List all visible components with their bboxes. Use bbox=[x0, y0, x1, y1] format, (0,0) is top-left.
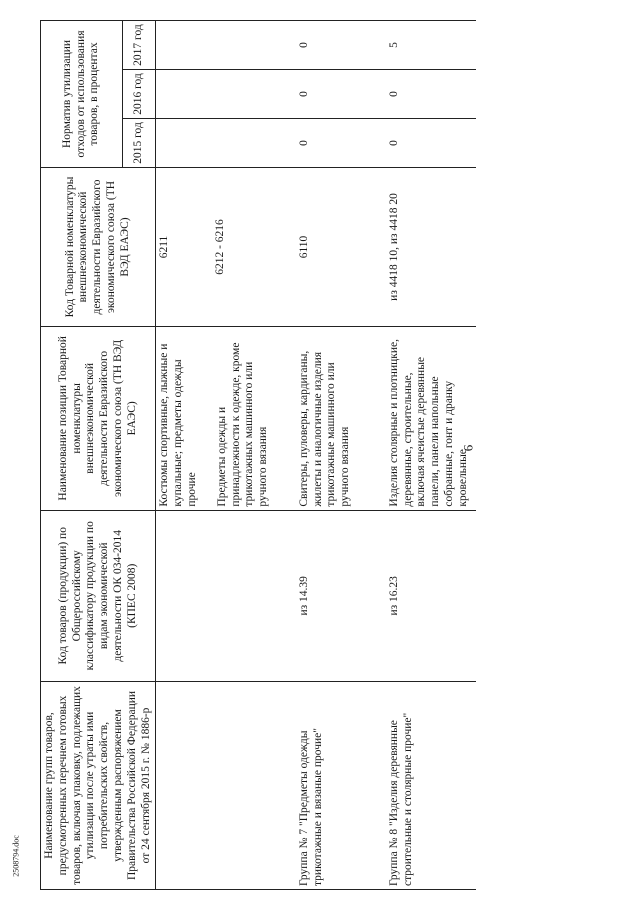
header-position-name: Наименование позиции Товарной номенклатуры внешнеэкономической деятельности Евразийского экономического союза (ТН ВЭД ЕАЭС) bbox=[41, 327, 156, 511]
position-text: Изделия столярные и плотницкие, деревянные, строительные, включая ячеистые деревянные панели, панели напольные собранные, гонт и дранку кровельные bbox=[387, 339, 469, 507]
cell-group bbox=[156, 681, 296, 889]
table-row bbox=[296, 21, 386, 890]
page-number-text: 9 bbox=[461, 444, 476, 452]
code-text: из 4418 10, из 4418 20 bbox=[387, 193, 400, 301]
position-text: Костюмы спортивные, лыжные и купальные; предметы одежды прочие bbox=[158, 343, 198, 507]
cell-codes bbox=[386, 167, 476, 326]
header-year-2017: 2017 год bbox=[123, 21, 156, 70]
cell-2016: 0 bbox=[296, 70, 386, 119]
code-text: 6211 bbox=[158, 235, 171, 259]
header-group-name: Наименование групп товаров, предусмотренных перечнем готовых товаров, включая упаковку, подлежащих утилизации после утраты ими потребительских свойств, утвержденным распоряжением Правительства Российской Федерации от 24 сентября 2015 г. № 1886-р bbox=[41, 681, 156, 889]
cell-2015: 0 bbox=[296, 118, 386, 167]
cell-2015 bbox=[156, 118, 296, 167]
cell-codes bbox=[296, 167, 386, 326]
table-row bbox=[156, 21, 296, 890]
waste-utilization-table bbox=[40, 20, 476, 890]
cell-positions bbox=[296, 327, 386, 511]
cell-group: Группа № 8 "Изделия деревянные строительные и столярные прочие" bbox=[386, 681, 476, 889]
table-row bbox=[386, 21, 476, 890]
cell-2016: 0 bbox=[386, 70, 476, 119]
cell-group: Группа № 7 "Предметы одежды трикотажные и вязаные прочие" bbox=[296, 681, 386, 889]
header-okpd-code: Код товаров (продукции) по Общероссийскому классификатору продукции по видам экономической деятельности ОК 034-2014 (КПЕС 2008) bbox=[41, 510, 156, 681]
rotated-table-container bbox=[40, 20, 469, 890]
cell-positions bbox=[386, 327, 476, 511]
header-row bbox=[41, 21, 123, 890]
cell-okpd: из 14.39 bbox=[296, 510, 386, 681]
code-text: 6110 bbox=[297, 235, 310, 259]
cell-positions bbox=[156, 327, 296, 511]
cell-2015: 0 bbox=[386, 118, 476, 167]
cell-okpd: из 16.23 bbox=[386, 510, 476, 681]
cell-2017: 5 bbox=[386, 21, 476, 70]
cell-codes bbox=[156, 167, 296, 326]
document-code-text: 2508794.doc bbox=[11, 835, 21, 877]
cell-2017 bbox=[156, 21, 296, 70]
code-text: 6212 - 6216 bbox=[214, 219, 227, 275]
position-text: Свитеры, пуловеры, кардиганы, жилеты и аналогичные изделия трикотажные машинного или ручного вязания bbox=[297, 350, 352, 507]
cell-2016 bbox=[156, 70, 296, 119]
header-year-2016: 2016 год bbox=[123, 70, 156, 119]
header-tnved-code: Код Товарной номенклатуры внешнеэкономической деятельности Евразийского экономического союза (ТН ВЭД ЕАЭС) bbox=[41, 167, 156, 326]
cell-2017: 0 bbox=[296, 21, 386, 70]
cell-okpd bbox=[156, 510, 296, 681]
position-text: Предметы одежды и принадлежности к одежде, кроме трикотажных машинного или ручного вязания bbox=[215, 342, 270, 507]
header-norm-title: Норматив утилизации отходов от использования товаров, в процентах bbox=[41, 21, 123, 168]
document-code bbox=[6, 808, 26, 904]
header-year-2015: 2015 год bbox=[123, 118, 156, 167]
